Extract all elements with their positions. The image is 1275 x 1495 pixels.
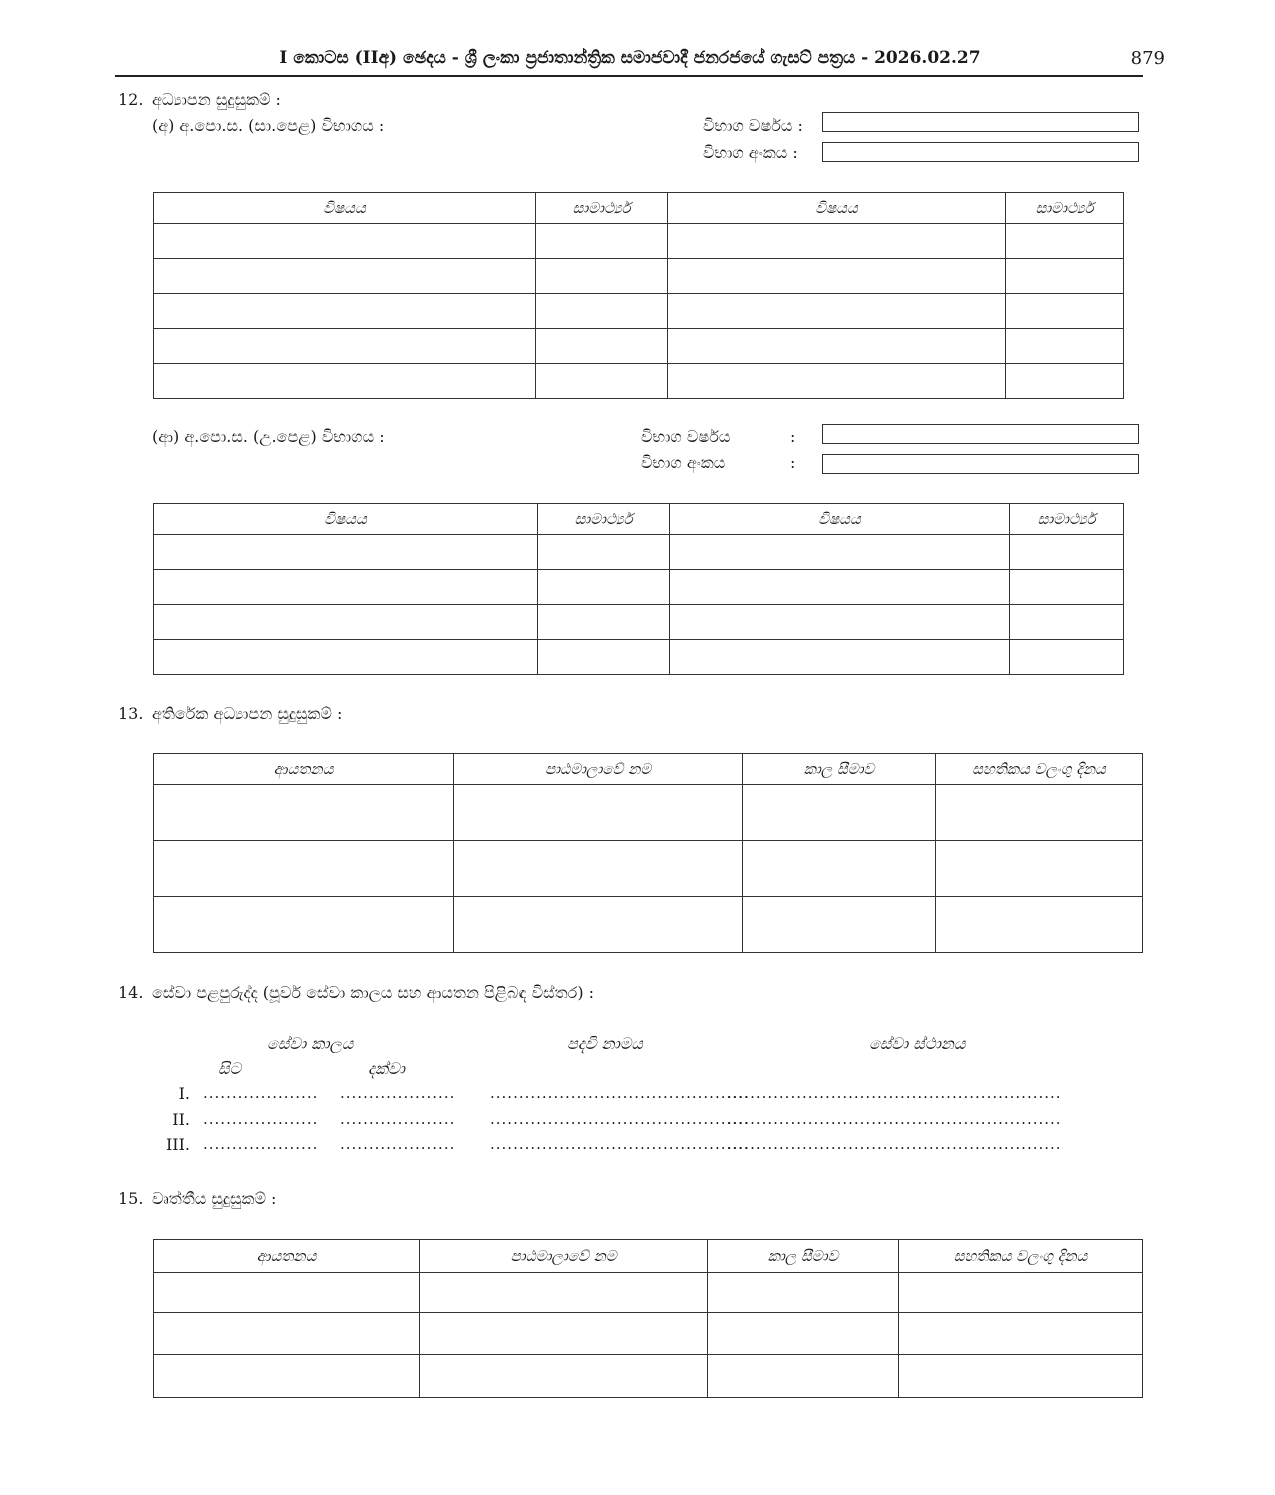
col-duration: කාල සීමාව [743, 754, 936, 785]
table-cell[interactable] [536, 224, 668, 259]
table-cell[interactable] [743, 785, 936, 841]
table-cell[interactable] [420, 1355, 708, 1398]
table-cell[interactable] [668, 259, 1006, 294]
table-cell[interactable] [154, 785, 454, 841]
service-row-2-from[interactable]: .................... [203, 1110, 319, 1128]
table-row [154, 1313, 1143, 1355]
to-heading: දක්වා [368, 1059, 405, 1078]
section-13-number: 13. [118, 704, 144, 723]
ol-exam-index-label: විභාග අංකය : [703, 143, 798, 162]
table-cell[interactable] [154, 1355, 420, 1398]
service-row-2-post[interactable]: ............................................. [490, 1110, 750, 1128]
table-cell[interactable] [1010, 570, 1124, 605]
al-col-subject-1: විෂයය [154, 504, 538, 535]
table-cell[interactable] [154, 329, 536, 364]
service-place-heading: සේවා ස්ථානය [869, 1034, 966, 1053]
service-row-1-post[interactable]: ............................................. [490, 1084, 750, 1102]
table-cell[interactable] [420, 1313, 708, 1355]
ol-col-subject-1: විෂයය [154, 193, 536, 224]
table-row [154, 785, 1143, 841]
table-cell[interactable] [154, 294, 536, 329]
table-cell[interactable] [536, 329, 668, 364]
service-row-1-label: I. [178, 1084, 190, 1103]
table-cell[interactable] [538, 640, 670, 675]
table-cell[interactable] [1006, 259, 1124, 294]
table-cell[interactable] [536, 364, 668, 399]
table-cell[interactable] [154, 364, 536, 399]
col-course-name: පාඨමාලාවේ නම [420, 1240, 708, 1273]
table-cell[interactable] [1006, 329, 1124, 364]
table-cell[interactable] [454, 785, 743, 841]
from-heading: සිට [218, 1059, 242, 1078]
table-cell[interactable] [454, 897, 743, 953]
section-12-number: 12. [118, 90, 144, 109]
section-12-title: අධ්‍යාපන සුදුසුකම් : [152, 90, 281, 109]
service-row-3-post[interactable]: ............................................. [490, 1135, 750, 1153]
table-cell[interactable] [1010, 605, 1124, 640]
service-row-3-to[interactable]: .................... [340, 1135, 456, 1153]
table-cell[interactable] [708, 1355, 899, 1398]
table-cell[interactable] [154, 535, 538, 570]
service-row-1-to[interactable]: .................... [340, 1084, 456, 1102]
al-exam-year-colon: : [790, 427, 796, 446]
table-cell[interactable] [936, 897, 1143, 953]
al-exam-index-label: විභාග අංකය [641, 453, 726, 472]
table-cell[interactable] [154, 1313, 420, 1355]
table-row [154, 640, 1124, 675]
table-cell[interactable] [708, 1273, 899, 1313]
extra-qualifications-table [153, 753, 1143, 953]
table-cell[interactable] [670, 640, 1010, 675]
service-row-3-label: III. [165, 1135, 190, 1154]
table-row [154, 605, 1124, 640]
section-13-title: අතිරේක අධ්‍යාපන සුදුසුකම් : [152, 704, 343, 723]
table-cell[interactable] [154, 570, 538, 605]
ol-exam-year-input[interactable] [822, 112, 1139, 132]
table-cell[interactable] [538, 605, 670, 640]
table-cell[interactable] [154, 605, 538, 640]
service-row-1-from[interactable]: .................... [203, 1084, 319, 1102]
section-14-number: 14. [118, 983, 144, 1002]
al-exam-year-label: විභාග වර්ෂය [641, 427, 731, 446]
table-row [154, 1355, 1143, 1398]
table-cell[interactable] [743, 841, 936, 897]
table-cell[interactable] [936, 785, 1143, 841]
col-certificate-date: සහතිකය වලංගු දිනය [936, 754, 1143, 785]
al-exam-index-input[interactable] [822, 454, 1139, 474]
ol-exam-label: (අ) අ.පො.ස. (සා.පෙළ) විභාගය : [152, 116, 385, 135]
service-row-2-to[interactable]: .................... [340, 1110, 456, 1128]
al-col-grade-2: සාමාර්ථ්‍ය [1010, 504, 1124, 535]
ol-col-grade-2: සාමාර්ථ්‍ය [1006, 193, 1124, 224]
table-cell[interactable] [899, 1355, 1143, 1398]
table-cell[interactable] [899, 1273, 1143, 1313]
post-title-heading: පදවි නාමය [567, 1034, 643, 1053]
al-exam-index-colon: : [790, 453, 796, 472]
ol-col-subject-2: විෂයය [668, 193, 1006, 224]
table-cell[interactable] [1006, 364, 1124, 399]
al-col-grade-1: සාමාර්ථ්‍ය [538, 504, 670, 535]
col-institute: ආයතනය [154, 1240, 420, 1273]
table-cell[interactable] [670, 605, 1010, 640]
col-certificate-date: සහතිකය වලංගු දිනය [899, 1240, 1143, 1273]
table-row [154, 224, 1124, 259]
col-duration: කාල සීමාව [708, 1240, 899, 1273]
table-cell[interactable] [1010, 640, 1124, 675]
table-cell[interactable] [668, 294, 1006, 329]
section-14-title: සේවා පළපුරුද්ද (පූර්ව සේවා කාලය සහ ආයතන පිළිබඳ විස්තර) : [152, 983, 595, 1002]
table-cell[interactable] [420, 1273, 708, 1313]
table-cell[interactable] [668, 224, 1006, 259]
table-cell[interactable] [154, 897, 454, 953]
service-period-heading: සේවා කාලය [267, 1034, 354, 1053]
service-row-2-label: II. [172, 1110, 190, 1129]
table-cell[interactable] [899, 1313, 1143, 1355]
gazette-header-title: I කොටස (IIඅ) ඡෙදය - ශ්‍රී ලංකා ප්‍රජාතාන්ත්‍රික සමාජවාදී ජනරජයේ ගැසට් පත්‍රය - 2026.02.27 [279, 48, 981, 68]
service-row-3-from[interactable]: .................... [203, 1135, 319, 1153]
service-row-2-place[interactable]: .......................................................... [727, 1110, 1062, 1128]
ol-exam-index-input[interactable] [822, 142, 1139, 162]
table-cell[interactable] [743, 897, 936, 953]
table-cell[interactable] [536, 259, 668, 294]
table-cell[interactable] [154, 841, 454, 897]
table-row [154, 1273, 1143, 1313]
service-row-3-place[interactable]: .......................................................... [727, 1135, 1062, 1153]
table-row [154, 570, 1124, 605]
table-cell[interactable] [708, 1313, 899, 1355]
service-row-1-place[interactable]: .......................................................... [727, 1084, 1062, 1102]
professional-qualifications-table [153, 1239, 1143, 1398]
table-row [154, 259, 1124, 294]
ol-col-grade-1: සාමාර්ථ්‍ය [536, 193, 668, 224]
al-col-subject-2: විෂයය [670, 504, 1010, 535]
table-row [154, 294, 1124, 329]
table-row [154, 897, 1143, 953]
table-cell[interactable] [154, 1273, 420, 1313]
table-row [154, 364, 1124, 399]
table-cell[interactable] [154, 224, 536, 259]
table-cell[interactable] [936, 841, 1143, 897]
table-cell[interactable] [1006, 294, 1124, 329]
table-cell[interactable] [668, 364, 1006, 399]
table-cell[interactable] [538, 570, 670, 605]
col-course-name: පාඨමාලාවේ නම [454, 754, 743, 785]
table-cell[interactable] [1010, 535, 1124, 570]
table-row [154, 841, 1143, 897]
table-cell[interactable] [154, 259, 536, 294]
table-cell[interactable] [538, 535, 670, 570]
table-cell[interactable] [154, 640, 538, 675]
al-exam-year-input[interactable] [822, 424, 1139, 444]
page-number: 879 [1130, 48, 1165, 69]
table-cell[interactable] [1006, 224, 1124, 259]
section-15-title: වෘත්තීය සුදුසුකම් : [152, 1189, 277, 1208]
table-row [154, 329, 1124, 364]
table-cell[interactable] [536, 294, 668, 329]
col-institute: ආයතනය [154, 754, 454, 785]
ol-exam-year-label: විභාග වර්ෂය : [703, 116, 803, 135]
table-row [154, 535, 1124, 570]
table-cell[interactable] [670, 570, 1010, 605]
table-cell[interactable] [668, 329, 1006, 364]
section-15-number: 15. [118, 1189, 144, 1208]
table-cell[interactable] [454, 841, 743, 897]
al-exam-label: (ආ) අ.පො.ස. (උ.පෙළ) විභාගය : [152, 427, 385, 446]
table-cell[interactable] [670, 535, 1010, 570]
al-results-table [153, 503, 1124, 675]
header-rule [115, 75, 1143, 77]
ol-results-table [153, 192, 1124, 399]
